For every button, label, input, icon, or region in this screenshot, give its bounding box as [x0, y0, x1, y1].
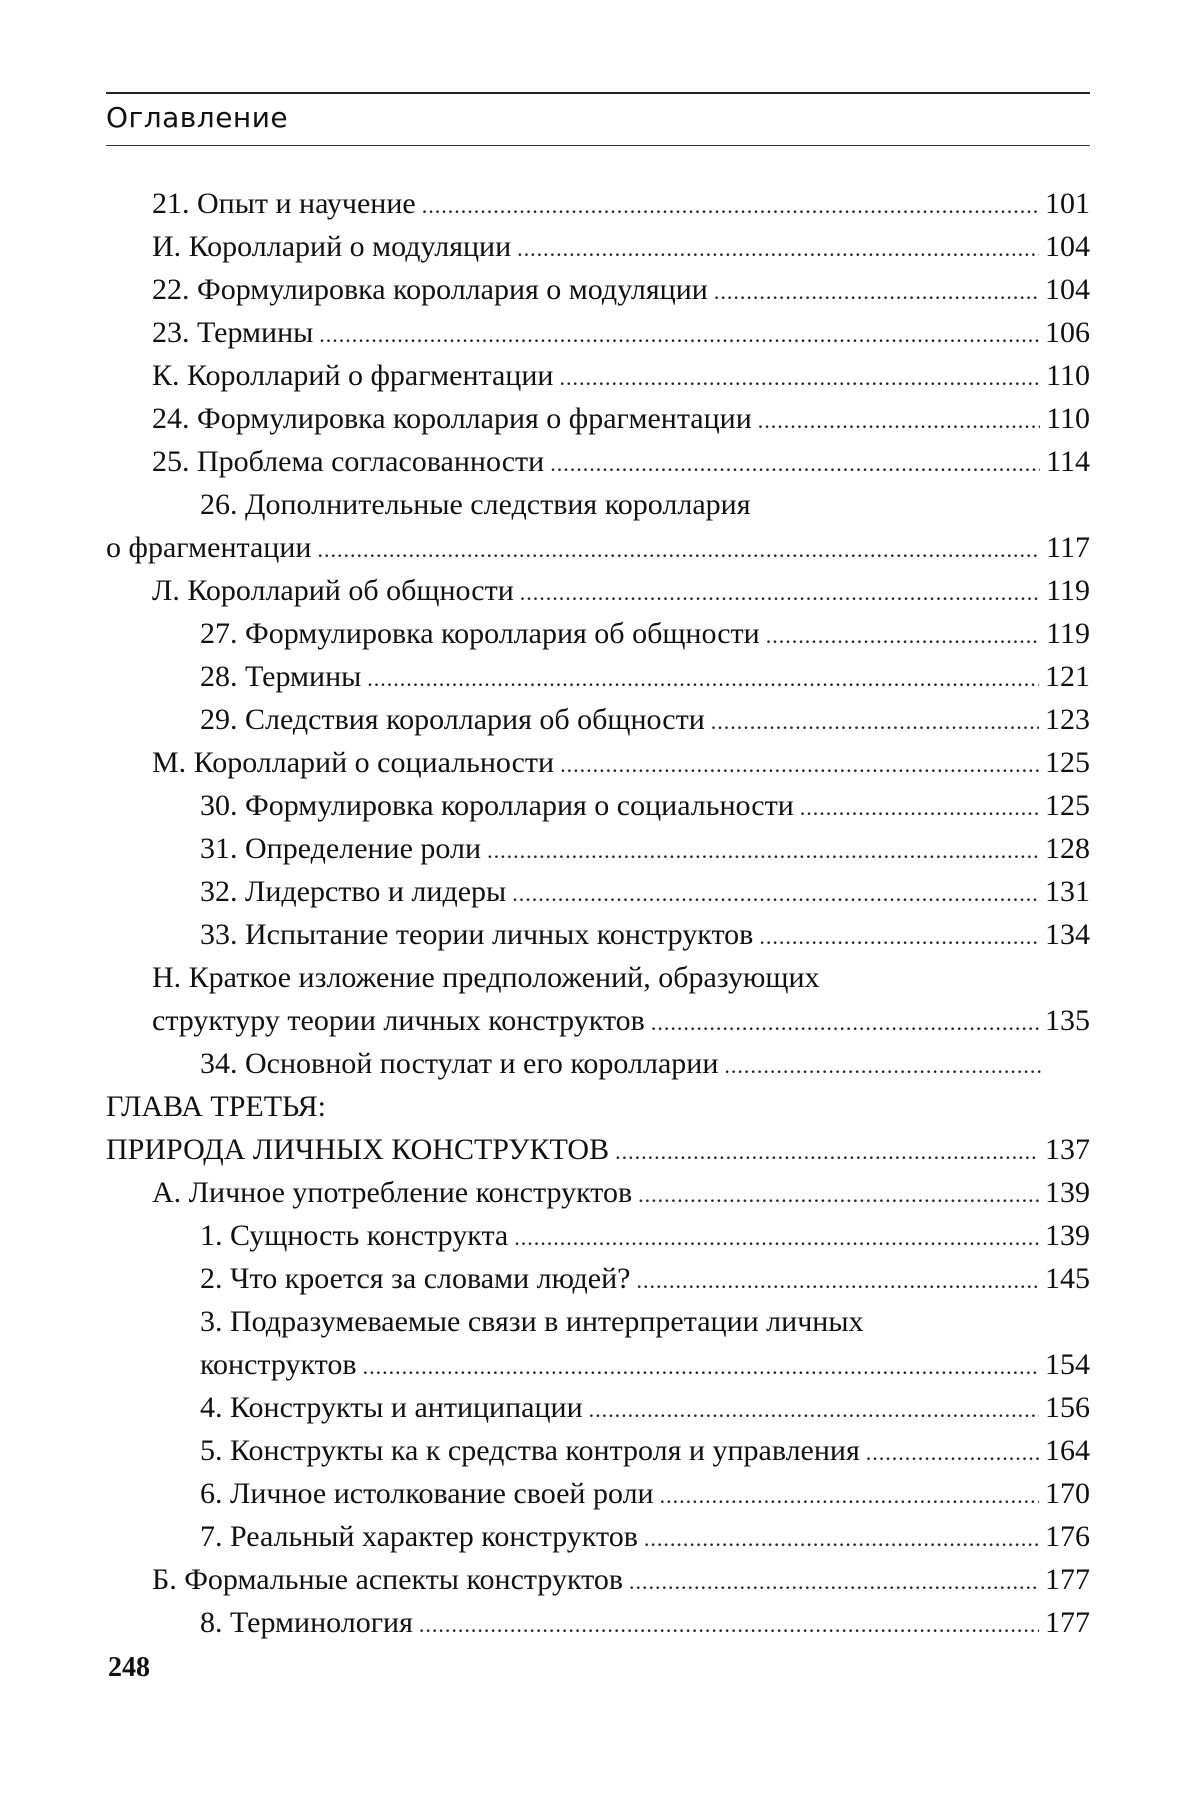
toc-entry-title: 33. Испытание теории личных конструктов: [200, 918, 754, 951]
header-top-rule: [106, 92, 1090, 94]
toc-entry-page: 117: [1046, 531, 1090, 564]
toc-entry: [200, 1216, 1090, 1256]
dot-leader: [866, 1433, 1039, 1473]
toc-entry: [152, 313, 1090, 353]
dot-leader: [317, 530, 1040, 570]
toc-entry: [200, 915, 1090, 955]
toc-entry-page: 114: [1046, 445, 1090, 478]
toc-entry-title-line: Н. Краткое изложение предположений, образующих: [152, 961, 820, 994]
toc-entry-title: К. Королларий о фрагментации: [152, 359, 554, 392]
toc-entry: [200, 1345, 1090, 1385]
toc-entry-title: 2. Что кроется за словами людей?: [200, 1262, 631, 1295]
toc-entry-title: Л. Королларий об общности: [152, 574, 514, 607]
toc-entry-page: 137: [1045, 1133, 1090, 1166]
toc-entry-page: 106: [1045, 316, 1090, 349]
toc-entry-page: 125: [1045, 746, 1090, 779]
toc-entry-page: 154: [1045, 1348, 1090, 1381]
dot-leader: [589, 1390, 1039, 1430]
toc-entry-page: 101: [1045, 187, 1090, 220]
toc-entry-title: 28. Термины: [200, 660, 362, 693]
toc-entry: [200, 1474, 1090, 1514]
toc-entry-page: 135: [1045, 1004, 1090, 1037]
toc-entry-title: 1. Сущность конструкта: [200, 1219, 509, 1252]
toc-entry-page: 131: [1045, 875, 1090, 908]
toc-entry-page: 119: [1046, 617, 1090, 650]
dot-leader: [759, 917, 1039, 957]
toc-entry-title: 6. Личное истолкование своей роли: [200, 1477, 654, 1510]
toc-entry-page: 125: [1045, 789, 1090, 822]
dot-leader: [363, 1347, 1039, 1387]
dot-leader: [638, 1175, 1039, 1215]
toc-entry: [152, 270, 1090, 310]
toc-entry-title: 7. Реальный характер конструктов: [200, 1520, 638, 1553]
toc-entry-title: М. Королларий о социальности: [152, 746, 555, 779]
dot-leader: [514, 1218, 1039, 1258]
dot-leader: [660, 1476, 1039, 1516]
toc-entry-page: 156: [1045, 1391, 1090, 1424]
dot-leader: [422, 186, 1039, 226]
toc-entry-title: 32. Лидерство и лидеры: [200, 875, 507, 908]
toc-entry-title: 21. Опыт и научение: [152, 187, 416, 220]
dot-leader: [711, 702, 1039, 742]
dot-leader: [714, 272, 1039, 312]
dot-leader: [319, 315, 1039, 355]
dot-leader: [517, 229, 1039, 269]
toc-entry: [200, 786, 1090, 826]
dot-leader: [615, 1132, 1039, 1172]
dot-leader: [560, 745, 1039, 785]
toc-entry-title: 34. Основной постулат и его королларии: [200, 1047, 719, 1080]
dot-leader: [520, 573, 1040, 613]
toc-entry: [152, 1173, 1090, 1213]
toc-entry: [200, 872, 1090, 912]
dot-leader: [419, 1605, 1039, 1645]
toc-entry-chapter: [106, 1130, 1090, 1170]
toc-entry-page: 104: [1045, 273, 1090, 306]
toc-entry-title: 31. Определение роли: [200, 832, 482, 865]
toc-entry: [200, 1517, 1090, 1557]
toc-entry: [200, 1044, 1090, 1084]
toc-entry-title: 27. Формулировка короллария об общности: [200, 617, 760, 650]
dot-leader: [724, 1046, 1044, 1086]
dot-leader: [367, 659, 1039, 699]
toc-entry-title: конструктов: [200, 1348, 357, 1381]
toc-entry: [200, 614, 1090, 654]
toc-entry: [152, 399, 1090, 439]
toc-entry-title-line: 26. Дополнительные следствия короллария: [200, 488, 751, 521]
toc-entry-title: 30. Формулировка короллария о социальности: [200, 789, 794, 822]
toc-entry-title: структуру теории личных конструктов: [152, 1004, 645, 1037]
toc-entry-title: И. Королларий о модуляции: [152, 230, 512, 263]
toc-entry-page: 110: [1046, 402, 1090, 435]
dot-leader: [487, 831, 1039, 871]
toc-entry: [200, 1603, 1090, 1643]
toc-entry-title: 22. Формулировка короллария о модуляции: [152, 273, 708, 306]
toc-entry: [200, 657, 1090, 697]
toc-entry-title: Б. Формальные аспекты конструктов: [152, 1563, 624, 1596]
toc-entry: [152, 227, 1090, 267]
toc-entry-page: 145: [1045, 1262, 1090, 1295]
toc-entry-title: 25. Проблема согласованности: [152, 445, 545, 478]
toc-entry-page: 128: [1045, 832, 1090, 865]
toc-entry-page: 134: [1045, 918, 1090, 951]
toc-entry: [152, 356, 1090, 396]
toc-entry: [152, 1001, 1090, 1041]
dot-leader: [766, 616, 1040, 656]
toc-entry-page: 177: [1045, 1606, 1090, 1639]
toc-entry-title: ПРИРОДА ЛИЧНЫХ КОНСТРУКТОВ: [106, 1133, 610, 1166]
toc-entry-page: 110: [1046, 359, 1090, 392]
toc-entry: [152, 743, 1090, 783]
toc-entry-title: 5. Конструкты ка к средства контроля и управления: [200, 1434, 860, 1467]
toc-entry-title: 29. Следствия короллария об общности: [200, 703, 705, 736]
toc-entry: [106, 528, 1090, 568]
toc-entry-page: 176: [1045, 1520, 1090, 1553]
toc-entry: [200, 829, 1090, 869]
toc-entry: [200, 700, 1090, 740]
dot-leader: [629, 1562, 1039, 1602]
dot-leader: [559, 358, 1040, 398]
toc-entry-title: 24. Формулировка короллария о фрагментации: [152, 402, 752, 435]
toc-entry-page: 164: [1045, 1434, 1090, 1467]
toc-entry-title-line: 3. Подразумеваемые связи в интерпретации личных: [200, 1305, 864, 1338]
toc-entry-title: 23. Термины: [152, 316, 314, 349]
toc-entry-title: 4. Конструкты и антиципации: [200, 1391, 583, 1424]
toc-entry-page: 170: [1045, 1477, 1090, 1510]
dot-leader: [636, 1261, 1039, 1301]
toc-entry: [200, 1259, 1090, 1299]
toc-entry-page: 119: [1046, 574, 1090, 607]
dot-leader: [758, 401, 1040, 441]
chapter-heading-line: ГЛАВА ТРЕТЬЯ:: [106, 1090, 327, 1123]
toc-entry-page: 123: [1045, 703, 1090, 736]
running-head: Оглавление: [106, 101, 289, 134]
toc-entry-page: 104: [1045, 230, 1090, 263]
header-bottom-rule: [106, 145, 1090, 146]
toc-entry-title: 8. Терминология: [200, 1606, 413, 1639]
toc-entry-page: 177: [1045, 1563, 1090, 1596]
toc-entry-page: 139: [1045, 1219, 1090, 1252]
toc-entry: [200, 1388, 1090, 1428]
dot-leader: [512, 874, 1039, 914]
toc-entry: [152, 571, 1090, 611]
dot-leader: [644, 1519, 1039, 1559]
toc-entry-page: 139: [1045, 1176, 1090, 1209]
toc-entry: [152, 184, 1090, 224]
toc-entry-title: о фрагментации: [106, 531, 312, 564]
toc-entry: [152, 442, 1090, 482]
dot-leader: [800, 788, 1039, 828]
dot-leader: [651, 1003, 1039, 1043]
toc-entry: [200, 1431, 1090, 1471]
dot-leader: [550, 444, 1040, 484]
toc-entry-page: 121: [1045, 660, 1090, 693]
toc-entry-title: А. Личное употребление конструктов: [152, 1176, 633, 1209]
toc-entry: [152, 1560, 1090, 1600]
page-number: 248: [108, 1652, 150, 1683]
